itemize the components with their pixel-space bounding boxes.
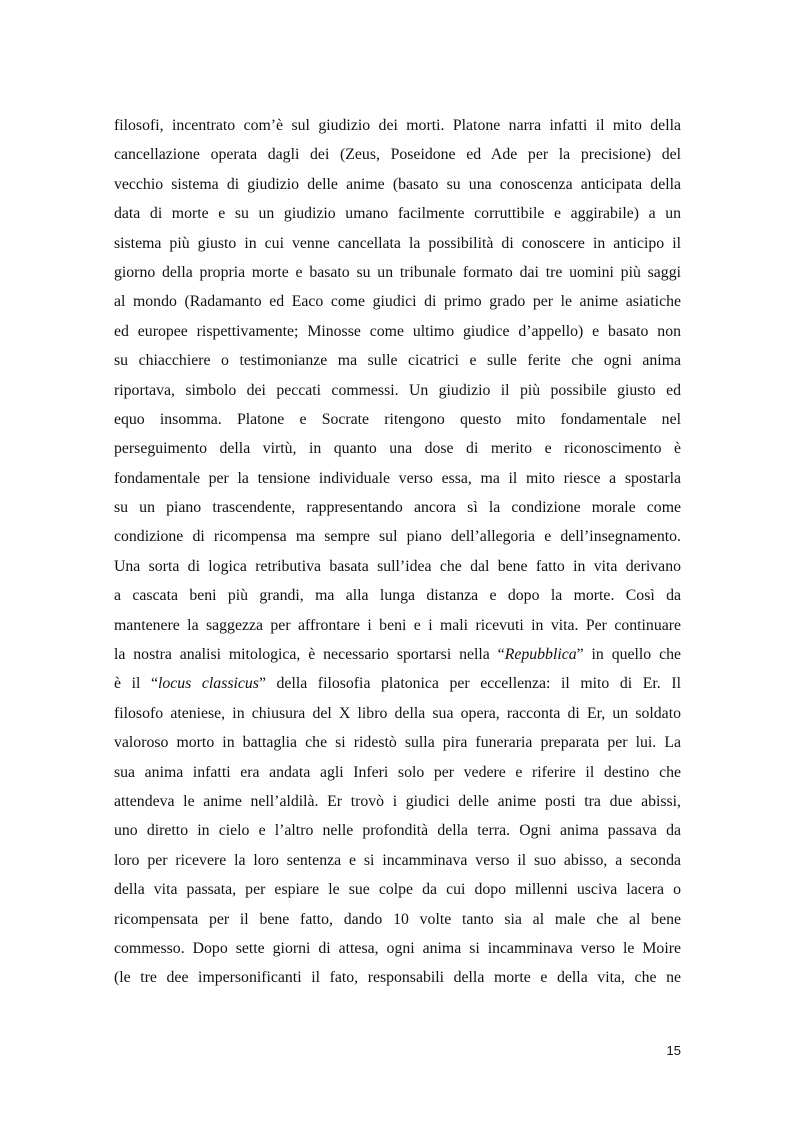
text-line: ricompensata per il bene fatto, dando 10 volte tanto sia al male che al bene [114, 910, 681, 928]
text-line: loro per ricevere la loro sentenza e si incamminava verso il suo abisso, a seconda [114, 851, 681, 869]
text-line: sistema più giusto in cui venne cancellata la possibilità di conoscere in anticipo il [114, 234, 681, 252]
text-segment: ” della filosofia platonica per eccellenza: il mito di Er. Il [258, 675, 681, 693]
text-line: giorno della propria morte e basato su un tribunale formato dai tre uomini più saggi [114, 263, 681, 281]
text-line: data di morte e su un giudizio umano facilmente corruttibile e aggirabile) a un [114, 205, 681, 223]
text-line: Una sorta di logica retributiva basata sull’idea che dal bene fatto in vita derivano [114, 557, 681, 575]
text-line: riportava, simbolo dei peccati commessi. Un giudizio il più possibile giusto ed [114, 381, 681, 399]
text-line: fondamentale per la tensione individuale verso essa, ma il mito riesce a spostarla [114, 469, 681, 487]
text-line: ed europee rispettivamente; Minosse come ultimo giudice d’appello) e basato non [114, 322, 681, 340]
text-line: vecchio sistema di giudizio delle anime (basato su una conoscenza anticipata della [114, 175, 681, 193]
text-segment: la nostra analisi mitologica, è necessario sportarsi nella “ [114, 646, 505, 664]
text-line: attendeva le anime nell’aldilà. Er trovò i giudici delle anime posti tra due abissi, [114, 792, 681, 810]
text-line: su chiacchiere o testimonianze ma sulle cicatrici e sulle ferite che ogni anima [114, 352, 681, 370]
text-line: della vita passata, per espiare le sue colpe da cui dopo millenni usciva lacera o [114, 881, 681, 899]
page-number: 15 [666, 1043, 681, 1058]
text-line: equo insomma. Platone e Socrate ritengono questo mito fondamentale nel [114, 410, 681, 428]
text-line: cancellazione operata dagli dei (Zeus, Poseidone ed Ade per la precisione) del [114, 146, 681, 164]
italic-locus-classicus: locus classicus [157, 675, 259, 693]
text-segment: è il “ [114, 675, 158, 693]
text-line: a cascata beni più grandi, ma alla lunga distanza e dopo la morte. Così da [114, 587, 681, 605]
text-line: filosofo ateniese, in chiusura del X libro della sua opera, racconta di Er, un soldato [114, 704, 681, 722]
text-line-with-italic [114, 640, 681, 669]
text-line: uno diretto in cielo e l’altro nelle profondità della terra. Ogni anima passava da [114, 822, 681, 840]
text-line: valoroso morto in battaglia che si ridestò sulla pira funeraria preparata per lui. La [114, 734, 681, 752]
text-line: perseguimento della virtù, in quanto una dose di merito e riconoscimento è [114, 440, 681, 458]
text-line-with-italic [114, 669, 681, 698]
text-line: condizione di ricompensa ma sempre sul piano dell’allegoria e dell’insegnamento. [114, 528, 681, 546]
italic-title-repubblica: Repubblica [504, 646, 577, 664]
page-body [114, 111, 681, 993]
text-line: su un piano trascendente, rappresentando ancora sì la condizione morale come [114, 499, 681, 517]
text-line: mantenere la saggezza per affrontare i beni e i mali ricevuti in vita. Per continuare [114, 616, 681, 634]
text-line: commesso. Dopo sette giorni di attesa, ogni anima si incamminava verso le Moire [114, 939, 681, 957]
text-line: al mondo (Radamanto ed Eaco come giudici di primo grado per le anime asiatiche [114, 293, 681, 311]
text-segment: ” in quello che [576, 646, 681, 664]
text-line: (le tre dee impersonificanti il fato, responsabili della morte e della vita, che ne [114, 969, 681, 987]
text-line: filosofi, incentrato com’è sul giudizio dei morti. Platone narra infatti il mito della [114, 117, 681, 134]
text-line: sua anima infatti era andata agli Inferi solo per vedere e riferire il destino che [114, 763, 681, 781]
